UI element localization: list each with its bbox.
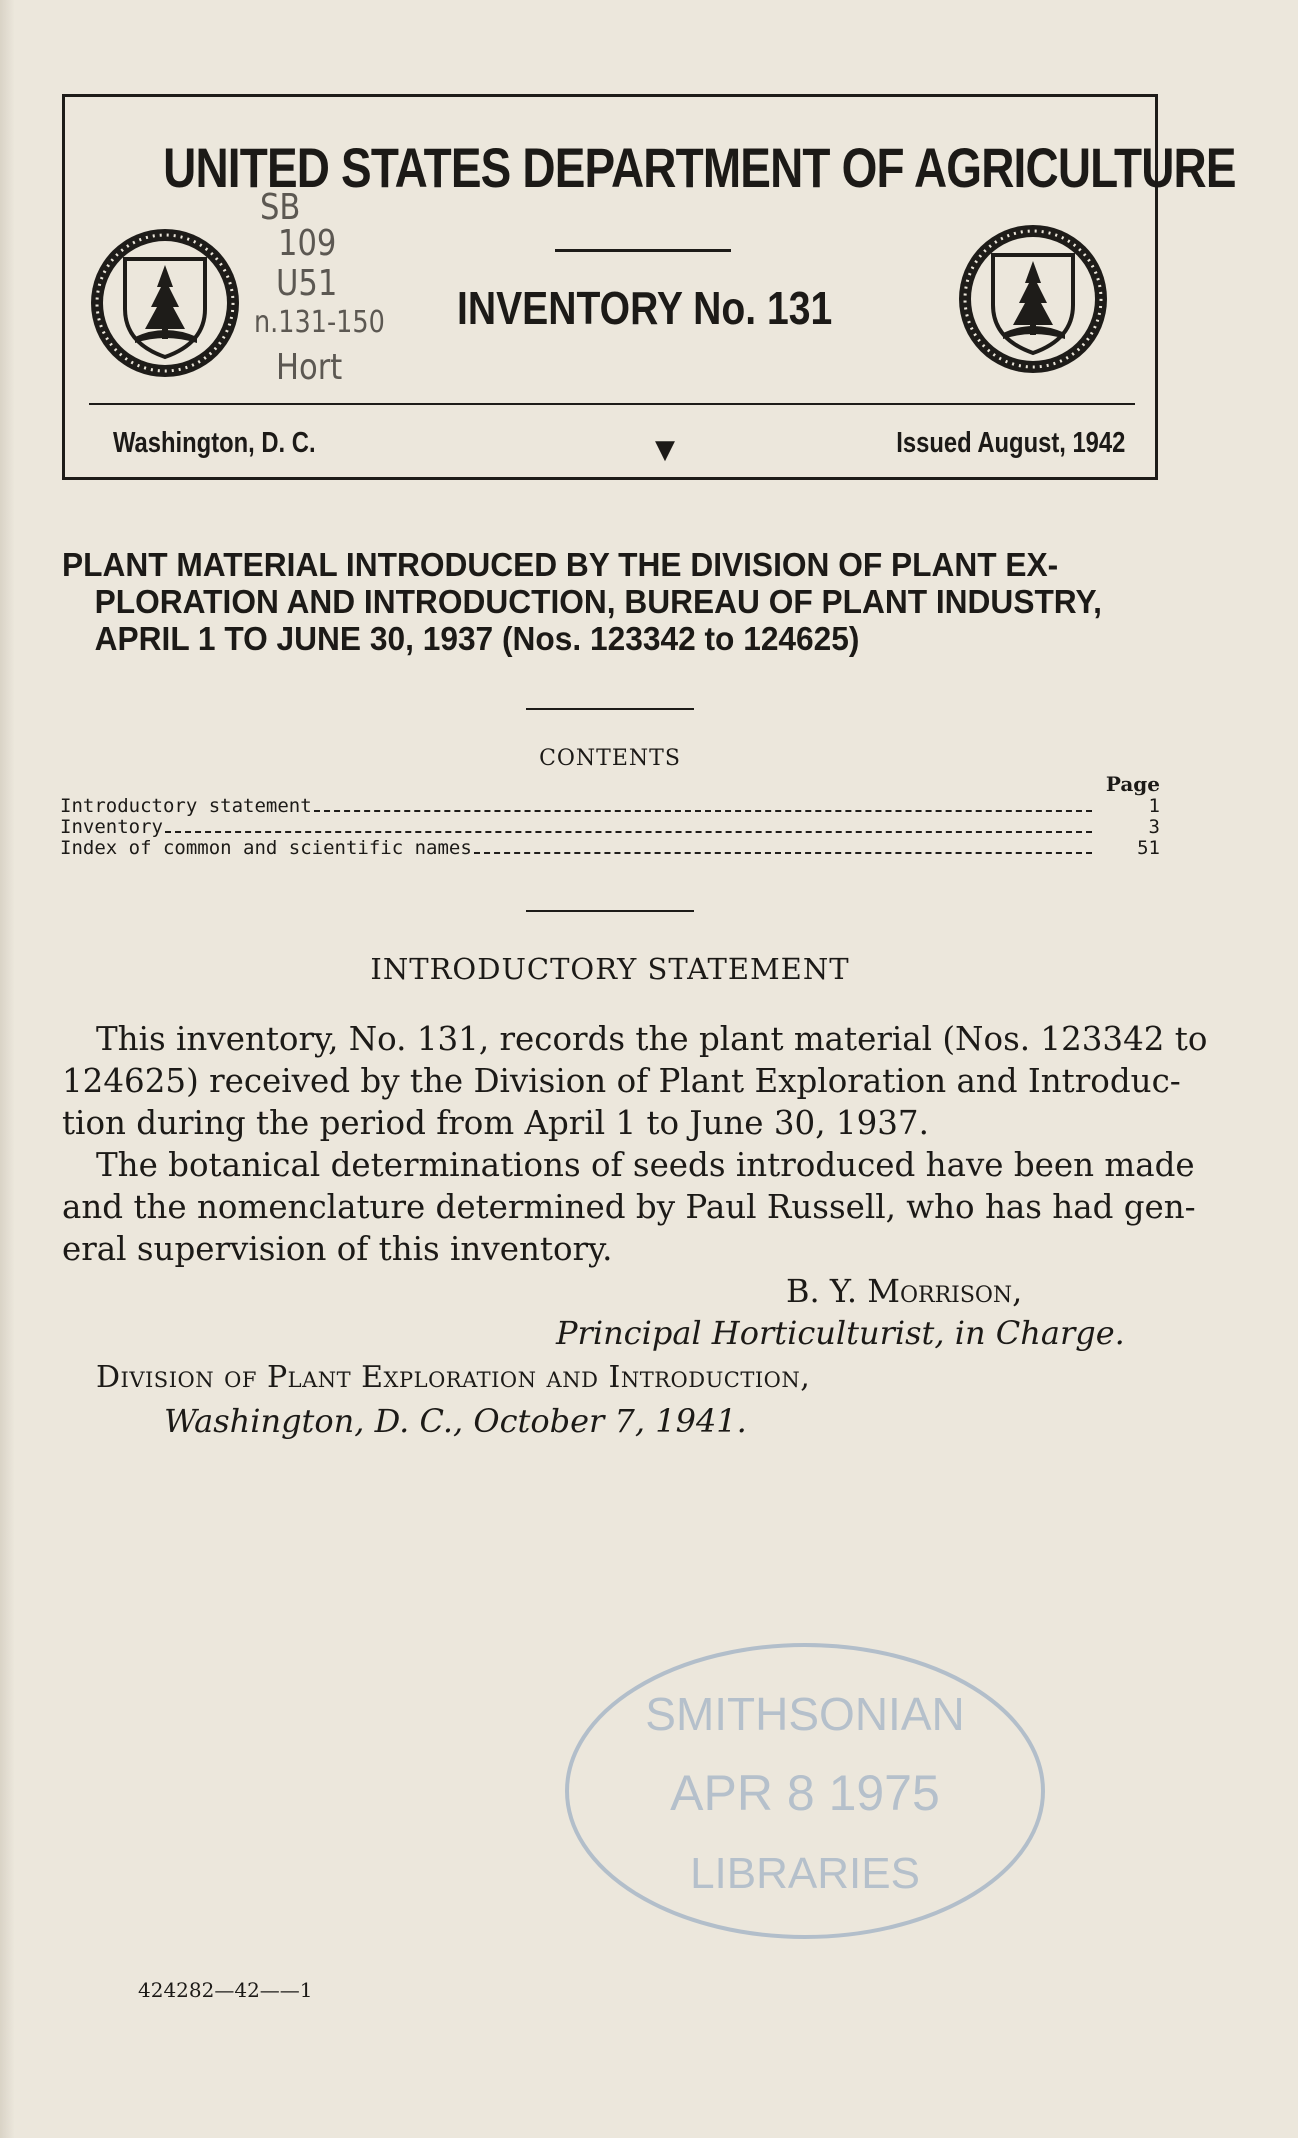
intro-section-title: INTRODUCTORY STATEMENT — [370, 952, 850, 986]
printer-code: 424282—42——1 — [138, 1978, 313, 2002]
signature-name: B. Y. Morrison, — [786, 1272, 1023, 1310]
inventory-number-title: INVENTORY No. 131 — [457, 282, 833, 334]
toc-dot-leader — [165, 831, 1092, 833]
toc-entry-label: Index of common and scientific names — [60, 837, 472, 859]
table-of-contents — [60, 796, 1160, 859]
toc-entry-page: 1 — [1148, 795, 1160, 817]
heading-line: PLANT MATERIAL INTRODUCED BY THE DIVISION OF PLANT EX- — [62, 546, 1059, 583]
body-line: and the nomenclature determined by Paul Russell, who has had gen- — [62, 1188, 1196, 1226]
toc-entry-page: 3 — [1148, 816, 1160, 838]
page-binding-edge — [0, 0, 14, 2138]
toc-dot-leader — [474, 852, 1092, 854]
body-line: eral supervision of this inventory. — [62, 1230, 613, 1268]
title-divider — [555, 249, 731, 252]
intro-body — [62, 1018, 1208, 1270]
body-line: 124625) received by the Division of Plant Exploration and Introduc- — [62, 1062, 1181, 1100]
department-title: UNITED STATES DEPARTMENT OF AGRICULTURE — [163, 136, 1236, 199]
contents-title: CONTENTS — [539, 746, 681, 771]
masthead-rule — [89, 403, 1135, 405]
body-line: tion during the period from April 1 to June 30, 1937. — [62, 1104, 929, 1142]
stamp-line: SMITHSONIAN — [645, 1688, 965, 1740]
toc-entry-label: Inventory — [60, 816, 163, 838]
handwritten-line: Hort — [276, 347, 343, 388]
masthead-issue-date: Issued August, 1942 — [895, 427, 1125, 459]
signature-title: Principal Horticulturist, in Charge. — [556, 1314, 1125, 1352]
masthead-box — [62, 94, 1236, 480]
handwritten-line: U51 — [276, 263, 338, 304]
toc-entry — [60, 838, 1160, 859]
toc-entry-page: 51 — [1137, 837, 1160, 859]
toc-entry — [60, 817, 1160, 838]
stamp-line: LIBRARIES — [690, 1849, 920, 1898]
contents-page-header: Page — [1105, 772, 1160, 796]
triangle-ornament-icon: ▼ — [655, 435, 675, 465]
stamp-line: APR 8 1975 — [670, 1765, 940, 1821]
library-stamp — [560, 1638, 1050, 1944]
handwritten-line: 109 — [278, 223, 337, 264]
toc-dot-leader — [314, 810, 1092, 812]
body-line: The botanical determinations of seeds introduced have been made — [96, 1146, 1195, 1184]
heading-line: PLORATION AND INTRODUCTION, BUREAU OF PLANT INDUSTRY, — [94, 583, 1102, 620]
body-line: This inventory, No. 131, records the plant material (Nos. 123342 to — [96, 1020, 1208, 1058]
heading-line: APRIL 1 TO JUNE 30, 1937 (Nos. 123342 to 124625) — [94, 620, 860, 657]
toc-entry — [60, 796, 1160, 817]
section-divider — [526, 708, 694, 710]
handwritten-line: n.131-150 — [254, 305, 385, 340]
section-divider — [526, 910, 694, 912]
division-name: Division of Plant Exploration and Introduction, — [96, 1360, 811, 1395]
usda-seal-icon — [87, 225, 243, 381]
place-and-date: Washington, D. C., October 7, 1941. — [164, 1402, 747, 1440]
handwritten-line: SB — [260, 187, 301, 228]
handwritten-call-number — [254, 187, 424, 400]
toc-entry-label: Introductory statement — [60, 795, 312, 817]
document-heading — [62, 546, 1168, 657]
usda-seal-icon — [955, 221, 1111, 377]
masthead-location: Washington, D. C. — [113, 427, 316, 459]
